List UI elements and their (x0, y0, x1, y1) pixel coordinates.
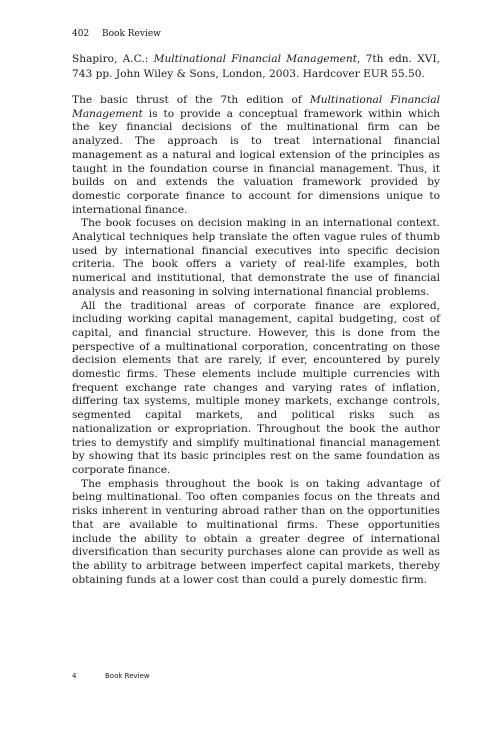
review-body (72, 94, 440, 587)
footer-page-number: 4 (72, 672, 77, 680)
paragraph-1-book-title: Multinational Financial Management (72, 94, 440, 120)
citation-details: , 7th edn. XVI, 743 pp. John Wiley & Sons, London, 2003. Hardcover EUR 55.50. (72, 53, 440, 81)
running-header (72, 28, 161, 40)
citation-author: Shapiro, A.C.: (72, 53, 154, 65)
running-footer (72, 671, 150, 681)
header-page-number: 402 (72, 29, 90, 39)
paragraph-4: The emphasis throughout the book is on taking advantage of being multinational. Too often companies focus on the threats and risks inherent in venturing abroad rather than on the opportunities that are available to multinational firms. These opportunities include the ability to obtain a greater degree of international diversification than security purchases alone can provide as well as the ability to arbitrage between imperfect capital markets, thereby obtaining funds at a lower cost than could a purely domestic firm. (72, 477, 440, 586)
paragraph-1-rest: is to provide a conceptual framework within which the key financial decisions of the multinational firm can be analyzed. The approach is to treat international financial management as a natural and logical extension of the principles as taught in the foundation course in financial management. Thus, it builds on and extends the valuation framework provided by domestic corporate finance to account for dimensions unique to international finance. (72, 107, 440, 216)
footer-running-title: Book Review (105, 672, 150, 680)
paragraph-2: The book focuses on decision making in an international context. Analytical techniques help translate the often vague rules of thumb used by international financial executives into specific decision criteria. The book offers a variety of real-life examples, both numerical and institutional, that demonstrate the use of financial analysis and reasoning in solving international financial problems. (72, 217, 440, 298)
header-running-title: Book Review (102, 29, 161, 39)
citation-book-title: Multinational Financial Management (153, 53, 358, 65)
book-citation (72, 52, 440, 83)
paragraph-3: All the traditional areas of corporate finance are explored, including working capital management, capital budgeting, cost of capital, and financial structure. However, this is done from the perspective of a multinational corporation, concentrating on those decision elements that are rarely, if ever, encountered by purely domestic firms. These elements include multiple currencies with frequent exchange rate changes and varying rates of inflation, differing tax systems, multiple money markets, exchange controls, segmented capital markets, and political risks such as nationalization or expropriation. Throughout the book the author tries to demystify and simplify multinational financial management by showing that its basic principles rest on the same foundation as corporate finance. (72, 299, 440, 476)
paragraph-1 (72, 94, 440, 217)
paragraph-1-intro: The basic thrust of the 7th edition of (72, 94, 310, 106)
